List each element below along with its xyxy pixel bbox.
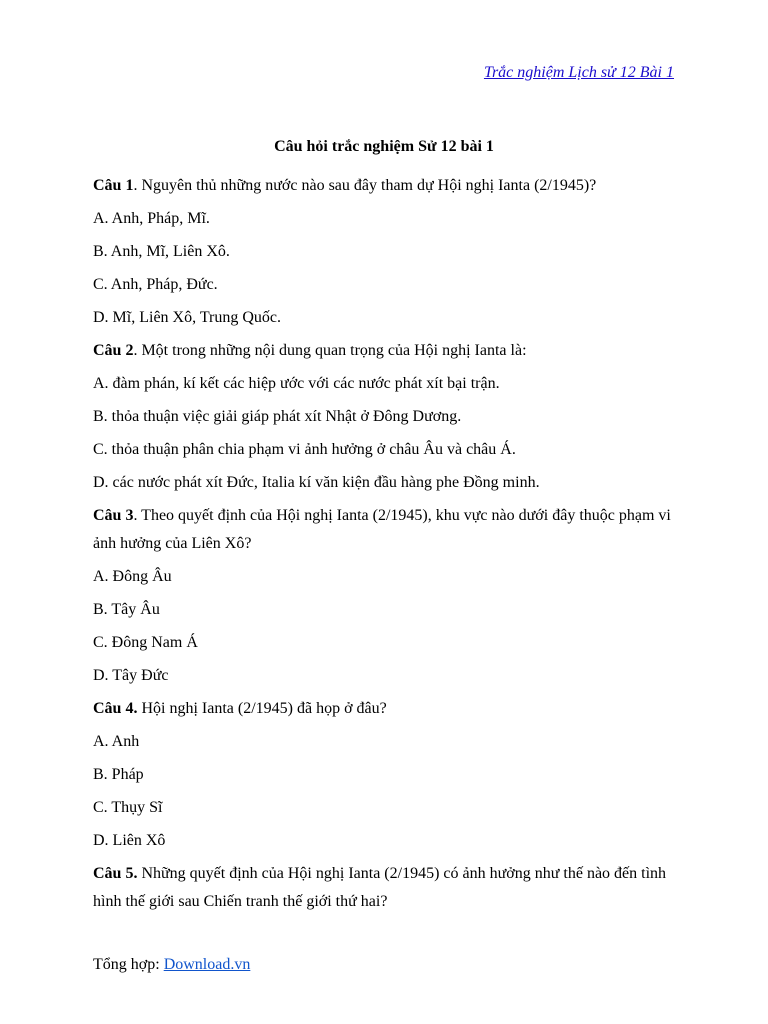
question-5 [93,860,675,916]
question-text: Những quyết định của Hội nghị Ianta (2/1945) có ảnh hưởng như thế nào đến tình hình thế giới sau Chiến tranh thế giới thứ hai? [93,865,667,910]
answer-option: D. các nước phát xít Đức, Italia kí văn kiện đầu hàng phe Đồng minh. [93,474,540,491]
question-label: Câu 4. [93,700,138,717]
question-label: Câu 1 [93,177,134,194]
question-stem [93,172,675,200]
answer-option: D. Mĩ, Liên Xô, Trung Quốc. [93,309,282,326]
footer-link[interactable]: Download.vn [163,956,251,973]
question-text: Hội nghị Ianta (2/1945) đã họp ở đâu? [137,700,387,717]
question-1 [93,172,675,332]
question-stem [93,337,675,365]
question-label: Câu 5. [93,865,138,882]
header-link[interactable]: Trắc nghiệm Lịch sử 12 Bài 1 [483,64,674,81]
question-label: Câu 3 [93,507,134,524]
answer-option: C. Thụy Sĩ [93,799,163,816]
answer-option: A. đàm phán, kí kết các hiệp ước với các nước phát xít bại trận. [93,375,500,392]
answer-option: A. Anh [93,733,140,750]
question-2 [93,337,675,497]
question-stem [93,502,675,558]
question-4 [93,695,675,855]
question-stem [93,695,675,723]
question-list [93,172,675,921]
footer-prefix: Tổng hợp: [93,956,164,973]
answer-option: A. Anh, Pháp, Mĩ. [93,210,210,227]
answer-option: B. Tây Âu [93,601,160,618]
answer-option: B. Pháp [93,766,144,783]
page-title: Câu hỏi trắc nghiệm Sử 12 bài 1 [274,138,494,155]
answer-option: C. Đông Nam Á [93,634,198,651]
footer [93,956,250,974]
answer-option: B. Anh, Mĩ, Liên Xô. [93,243,230,260]
question-text: . Nguyên thủ những nước nào sau đây tham dự Hội nghị Ianta (2/1945)? [133,177,597,194]
answer-option: C. Anh, Pháp, Đức. [93,276,218,293]
question-text: . Một trong những nội dung quan trọng của Hội nghị Ianta là: [133,342,527,359]
question-text: . Theo quyết định của Hội nghị Ianta (2/1945), khu vực nào dưới đây thuộc phạm vi ảnh hưởng của Liên Xô? [93,507,671,552]
answer-option: D. Liên Xô [93,832,166,849]
question-label: Câu 2 [93,342,134,359]
answer-option: A. Đông Âu [93,568,172,585]
answer-option: D. Tây Đức [93,667,169,684]
question-3 [93,502,675,690]
answer-option: C. thỏa thuận phân chia phạm vi ảnh hưởng ở châu Âu và châu Á. [93,441,516,458]
question-stem [93,860,675,916]
answer-option: B. thỏa thuận việc giải giáp phát xít Nhật ở Đông Dương. [93,408,462,425]
